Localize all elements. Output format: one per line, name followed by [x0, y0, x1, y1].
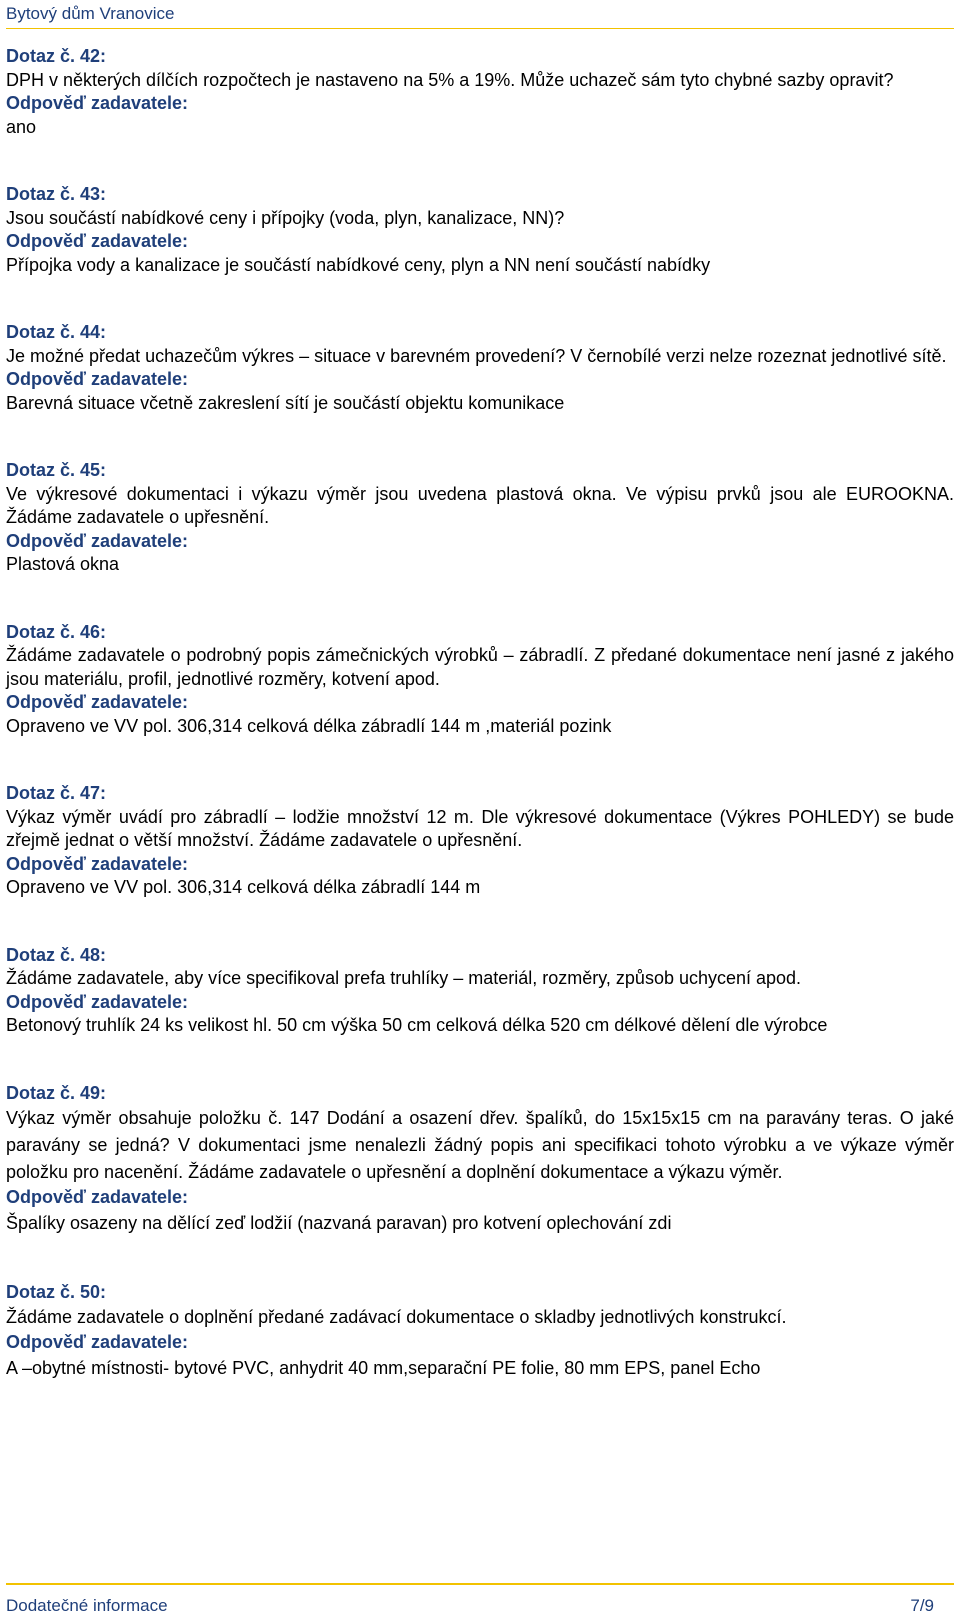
page-number: 7/9: [910, 1596, 934, 1615]
question-title: Dotaz č. 42:: [6, 46, 107, 66]
answer-text: Opraveno ve VV pol. 306,314 celková délka zábradlí 144 m ,materiál pozink: [6, 715, 612, 736]
question-title: Dotaz č. 47:: [6, 783, 107, 803]
qa-item-47: [6, 782, 954, 900]
question-text: Žádáme zadavatele o doplnění předané zadávací dokumentace o skladby jednotlivých konstrukcí.: [6, 1307, 787, 1327]
question-text: DPH v některých dílčích rozpočtech je nastaveno na 5% a 19%. Může uchazeč sám tyto chybné sazby opravit?: [6, 69, 894, 90]
question-text: Ve výkresové dokumentaci i výkazu výměr jsou uvedena plastová okna. Ve výpisu prvků jsou ale EUROOKNA. Žádáme zadavatele o upřesnění.: [6, 483, 954, 527]
header-title: Bytový dům Vranovice: [6, 4, 175, 23]
question-text: Žádáme zadavatele, aby více specifikoval prefa truhlíky – materiál, rozměry, způsob uchycení apod.: [6, 968, 802, 988]
answer-label: Odpověď zadavatele:: [6, 991, 188, 1012]
qa-item-50: [6, 1281, 954, 1382]
question-title: Dotaz č. 45:: [6, 460, 107, 480]
answer-text: ano: [6, 116, 37, 137]
answer-text: Betonový truhlík 24 ks velikost hl. 50 cm výška 50 cm celková délka 520 cm délkové dělení dle výrobce: [6, 1015, 828, 1035]
question-title: Dotaz č. 50:: [6, 1281, 107, 1302]
answer-label: Odpověď zadavatele:: [6, 530, 188, 551]
question-text: Jsou součástí nabídkové ceny i přípojky (voda, plyn, kanalizace, NN)?: [6, 207, 565, 228]
qa-item-45: [6, 459, 954, 577]
page-footer: [6, 1583, 954, 1621]
qa-item-42: [6, 45, 954, 139]
answer-label: Odpověď zadavatele:: [6, 692, 188, 712]
answer-text: Špalíky osazeny na dělící zeď lodžií (nazvaná paravan) pro kotvení oplechování zdi: [6, 1212, 672, 1233]
qa-item-44: [6, 321, 954, 415]
question-title: Dotaz č. 44:: [6, 322, 107, 342]
qa-item-49: [6, 1082, 954, 1237]
question-text: Výkaz výměr obsahuje položku č. 147 Dodání a osazení dřev. špalíků, do 15x15x15 cm na paravány teras. O jaké paravány se jedná? V dokumentaci jsme nenalezli žádný popis ani specifikaci tohoto výrobku a ve výkaze výměr položku pro nacenění. Žádáme zadavatele o upřesnění a doplnění dokumentace a výkazu výměr.: [6, 1108, 954, 1182]
qa-item-46: [6, 621, 954, 739]
answer-text: Barevná situace včetně zakreslení sítí je součástí objektu komunikace: [6, 392, 565, 413]
answer-label: Odpověď zadavatele:: [6, 369, 188, 389]
question-text: Žádáme zadavatele o podrobný popis zámečnických výrobků – zábradlí. Z předané dokumentace není jasné z jakého jsou materiálu, profil, jednotlivé rozměry, kotvení apod.: [6, 645, 954, 689]
footer-document-title: Dodatečné informace: [6, 1596, 168, 1615]
question-title: Dotaz č. 49:: [6, 1082, 107, 1103]
answer-text: Přípojka vody a kanalizace je součástí nabídkové ceny, plyn a NN není součástí nabídky: [6, 254, 711, 275]
question-title: Dotaz č. 48:: [6, 944, 107, 965]
answer-text: Opraveno ve VV pol. 306,314 celková délka zábradlí 144 m: [6, 877, 481, 897]
answer-label: Odpověď zadavatele:: [6, 853, 188, 874]
document-body: [6, 45, 954, 1426]
qa-item-48: [6, 944, 954, 1038]
question-title: Dotaz č. 43:: [6, 184, 107, 204]
page-header: [6, 0, 954, 29]
question-title: Dotaz č. 46:: [6, 621, 107, 642]
question-text: Je možné předat uchazečům výkres – situace v barevném provedení? V černobílé verzi nelze rozeznat jednotlivé sítě.: [6, 345, 947, 366]
answer-text: A –obytné místnosti- bytové PVC, anhydrit 40 mm,separační PE folie, 80 mm EPS, panel Echo: [6, 1357, 761, 1378]
answer-label: Odpověď zadavatele:: [6, 93, 188, 113]
answer-label: Odpověď zadavatele:: [6, 1187, 188, 1207]
qa-item-43: [6, 183, 954, 277]
answer-label: Odpověď zadavatele:: [6, 231, 188, 251]
answer-text: Plastová okna: [6, 554, 120, 574]
answer-label: Odpověď zadavatele:: [6, 1332, 188, 1352]
question-text: Výkaz výměr uvádí pro zábradlí – lodžie množství 12 m. Dle výkresové dokumentace (Výkres POHLEDY) se bude zřejmě jednat o větší množství. Žádáme zadavatele o upřesnění.: [6, 806, 954, 850]
